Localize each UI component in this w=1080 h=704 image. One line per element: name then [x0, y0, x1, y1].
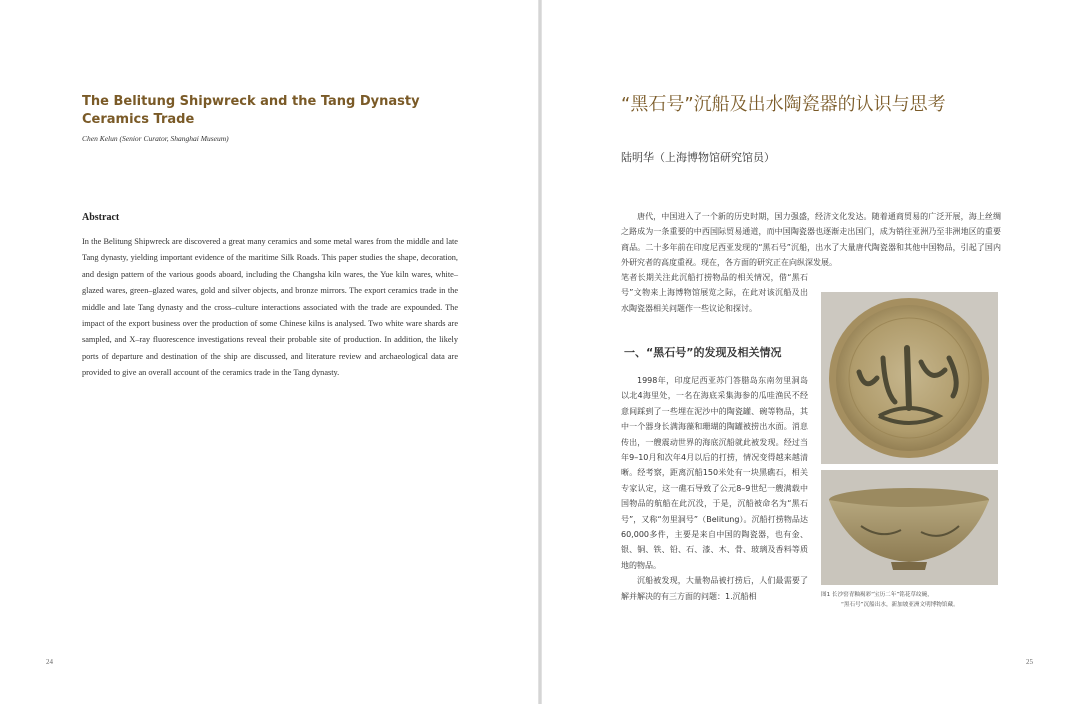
caption-line-2: “黑石号”沉船出水，新加坡亚洲文明博物馆藏。	[841, 602, 959, 608]
chinese-author: 陆明华（上海博物馆研究馆员）	[621, 151, 775, 164]
figure-caption	[821, 590, 1011, 610]
section-heading: 一、“黑石号”的发现及相关情况	[624, 346, 782, 359]
page-number-left: 24	[46, 658, 53, 666]
right-page	[542, 0, 1080, 704]
abstract-heading: Abstract	[82, 212, 120, 223]
english-author: Chen Kelun (Senior Curator, Shanghai Museum)	[82, 134, 229, 143]
left-page	[0, 0, 538, 704]
intro-paragraph-continued: 笔者长期关注此沉船打捞物品的相关情况，借“黑石号”文物来上海博物馆展览之际，在此对该沉船及出水陶瓷器相关问题作一些议论和探讨。	[621, 273, 808, 313]
bowl-top-illustration	[821, 292, 998, 464]
bowl-side-illustration	[821, 470, 998, 585]
abstract-text: In the Belitung Shipwreck are discovered a great many ceramics and some metal wares from the middle and late Tang dynasty, yielding important evidence of the maritime Silk Roads. This paper studies the shape, decoration, and design pattern of the various goods aboard, including the Changsha kiln wares, the Yue kiln wares, white–glazed wares, green–glazed wares, gold and silver objects, and bronze mirrors. The export ceramics trade in the middle and late Tang dynasty and the cross–culture interactions associated with the trade are expounded. The impact of the export business over the production of some Chinese kilns is analysed. Two white ware shards are sampled, and X–ray fluorescence investigations reveal their probable site of production. In addition, the likely ports of departure and destination of the ship are discussed, and literature review and archaeological data are provided to give an overall account of the ceramics trade in the Tang dynasty.	[82, 237, 458, 378]
section-paragraph-1: 1998年，印度尼西亚苏门答腊岛东南勿里洞岛以北4海里处，一名在海底采集海参的瓜哇渔民不经意间踩到了一些埋在泥沙中的陶瓷罐、碗等物品，其中一个器身长满海藻和珊瑚的陶罐被捞出水面。消息传出，一艘震动世界的海底沉船就此被发现。经过当年9–10月和次年4月以后的打捞，情况变得越来越清晰。经考察，距离沉船150米处有一块黑礁石，相关专家认定，这一礁石导致了公元8–9世纪一艘满载中国物品的航船在此沉没，于是，沉船被命名为“黑石号”，又称“勿里洞号”（Belitung）。沉船打捞物品达60,000多件，主要是来自中国的陶瓷器，也有金、银、铜、铁、铅、石、漆、木、骨、玻璃及香料等质地的物品。	[621, 376, 808, 570]
chinese-title: “黑石号”沉船及出水陶瓷器的认识与思考	[621, 94, 946, 115]
caption-line-1: 图1 长沙窑青釉褐彩“宝历二年”铭花草纹碗，	[821, 592, 933, 598]
english-title: The Belitung Shipwreck and the Tang Dynasty Ceramics Trade	[82, 94, 420, 127]
section-body	[621, 373, 808, 604]
figure-bowl-top-view	[821, 292, 998, 464]
section-paragraph-2: 沉船被发现，大量物品被打捞后，人们最需要了解并解决的有三方面的问题：1.沉船相	[621, 576, 808, 601]
intro-paragraph: 唐代，中国进入了一个新的历史时期，国力强盛，经济文化发达。随着通商贸易的广泛开展，海上丝绸之路成为一条重要的中西国际贸易通道，而中国陶瓷器也逐渐走出国门，成为销往亚洲乃至非洲地区的重要商品。二十多年前在印度尼西亚发现的“黑石号”沉船，出水了大量唐代陶瓷器和其他中国物品，引起了国内外研究者的高度重视。现在，各方面的研究正在向纵深发展。	[621, 212, 1001, 268]
figure-bowl-side-view	[821, 470, 998, 585]
page-number-right: 25	[1026, 658, 1033, 666]
